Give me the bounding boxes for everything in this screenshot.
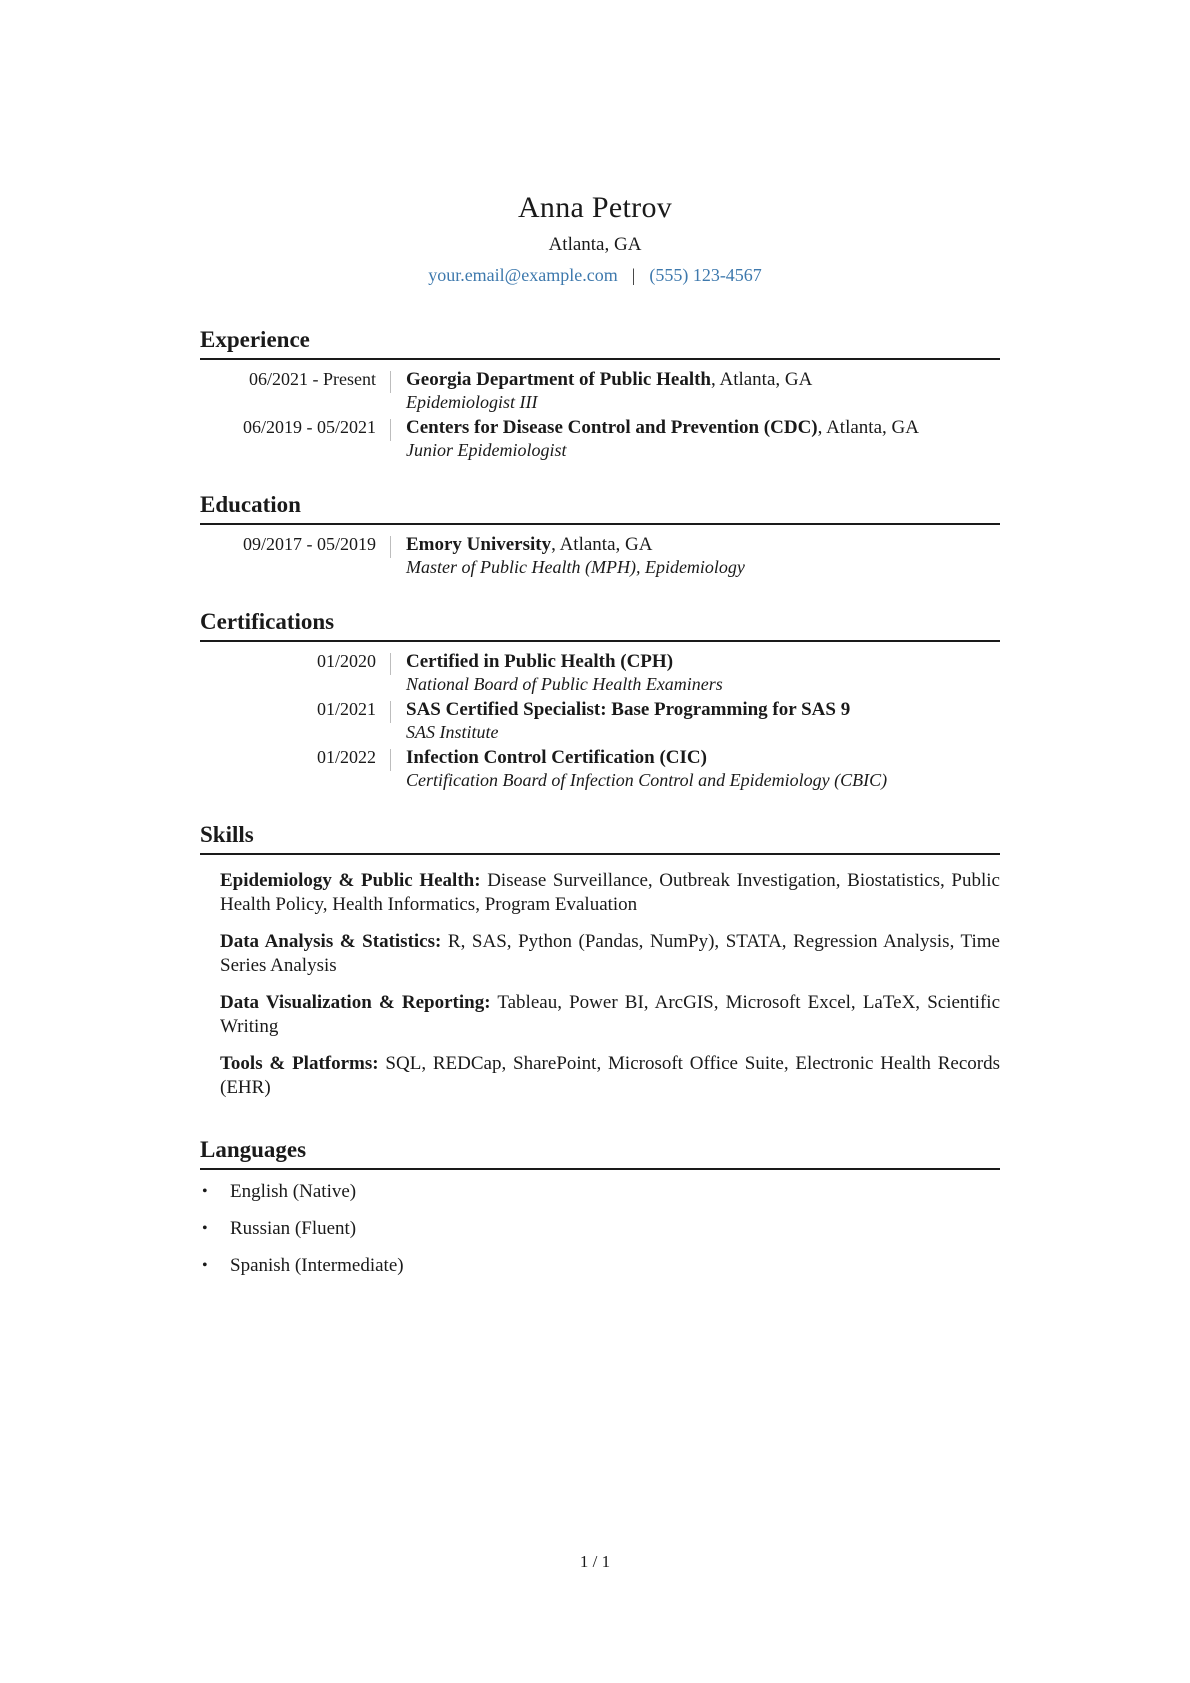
entry-location: , Atlanta, GA xyxy=(817,417,919,438)
certification-name: Certified in Public Health (CPH) xyxy=(406,651,674,672)
certifications-heading: Certifications xyxy=(200,608,1000,642)
skills-section xyxy=(200,821,1000,1113)
skill-category: Epidemiology & Public Health: xyxy=(220,870,481,891)
bullet-icon: • xyxy=(202,1220,208,1237)
entry-date: 06/2019 - 05/2021 xyxy=(243,417,376,437)
certification-entry xyxy=(200,650,1000,696)
page-number: 1 / 1 xyxy=(579,1552,611,1571)
experience-section xyxy=(200,326,1000,462)
certification-issuer: National Board of Public Health Examiners xyxy=(406,674,723,694)
languages-heading: Languages xyxy=(200,1136,1000,1170)
experience-entry xyxy=(200,416,1000,462)
language-item xyxy=(200,1217,1000,1241)
language-item xyxy=(200,1180,1000,1204)
entry-date: 01/2021 xyxy=(316,699,376,719)
skills-list xyxy=(220,869,1000,1100)
languages-section xyxy=(200,1136,1000,1291)
entry-location: , Atlanta, GA xyxy=(711,369,813,390)
languages-list xyxy=(200,1180,1000,1278)
skill-group xyxy=(220,930,1000,978)
candidate-location: Atlanta, GA xyxy=(548,234,642,255)
entry-date: 01/2020 xyxy=(316,651,376,671)
skill-group xyxy=(220,869,1000,917)
entry-body xyxy=(391,698,850,744)
skill-category: Data Visualization & Reporting: xyxy=(220,992,491,1013)
entry-role: Junior Epidemiologist xyxy=(406,440,567,460)
entry-organization: Centers for Disease Control and Prevention (CDC) xyxy=(406,417,818,438)
skill-values: Tableau, Power BI, ArcGIS, Microsoft Excel, LaTeX, Scientific Writing xyxy=(220,992,1000,1037)
entry-body xyxy=(391,368,812,414)
candidate-name: Anna Petrov xyxy=(517,191,673,224)
phone-link[interactable]: (555) 123-4567 xyxy=(649,265,762,285)
education-section xyxy=(200,491,1000,579)
entry-date: 01/2022 xyxy=(316,747,376,767)
skill-values: SQL, REDCap, SharePoint, Microsoft Office Suite, Electronic Health Records (EHR) xyxy=(220,1053,1001,1098)
language-label: Russian (Fluent) xyxy=(230,1218,357,1239)
certification-name: Infection Control Certification (CIC) xyxy=(406,747,707,768)
experience-entry xyxy=(200,368,1000,414)
experience-heading: Experience xyxy=(200,326,1000,360)
language-label: English (Native) xyxy=(230,1181,357,1202)
skill-category: Tools & Platforms: xyxy=(220,1053,379,1074)
certification-name: SAS Certified Specialist: Base Programming for SAS 9 xyxy=(406,699,851,720)
skill-values: Disease Surveillance, Outbreak Investigation, Biostatistics, Public Health Policy, Health Informatics, Program Evaluation xyxy=(220,870,1000,915)
entry-body xyxy=(391,746,887,792)
entry-date: 06/2021 - Present xyxy=(249,369,376,389)
skill-category: Data Analysis & Statistics: xyxy=(220,931,442,952)
skills-heading: Skills xyxy=(200,821,1000,855)
certification-entry xyxy=(200,698,1000,744)
certification-issuer: Certification Board of Infection Control and Epidemiology (CBIC) xyxy=(406,770,888,790)
entry-date: 09/2017 - 05/2019 xyxy=(243,534,376,554)
email-link[interactable]: your.email@example.com xyxy=(428,265,618,285)
education-entry xyxy=(200,533,1000,579)
bullet-icon: • xyxy=(202,1257,208,1274)
entry-body xyxy=(391,416,919,462)
entry-location: , Atlanta, GA xyxy=(551,534,653,555)
certification-issuer: SAS Institute xyxy=(406,722,499,742)
entry-degree: Master of Public Health (MPH), Epidemiology xyxy=(406,557,745,577)
entry-role: Epidemiologist III xyxy=(406,392,538,412)
resume-header xyxy=(0,190,1190,288)
language-item xyxy=(200,1254,1000,1278)
certifications-section xyxy=(200,608,1000,792)
certification-entry xyxy=(200,746,1000,792)
skill-group xyxy=(220,1052,1000,1100)
skill-group xyxy=(220,991,1000,1039)
contact-separator: | xyxy=(631,265,636,285)
bullet-icon: • xyxy=(202,1183,208,1200)
entry-body xyxy=(391,650,723,696)
education-heading: Education xyxy=(200,491,1000,525)
skill-values: R, SAS, Python (Pandas, NumPy), STATA, Regression Analysis, Time Series Analysis xyxy=(220,931,1000,976)
entry-body xyxy=(391,533,745,579)
language-label: Spanish (Intermediate) xyxy=(230,1255,404,1276)
entry-organization: Georgia Department of Public Health xyxy=(406,369,712,390)
entry-organization: Emory University xyxy=(406,534,552,555)
contact-line xyxy=(0,262,1190,288)
